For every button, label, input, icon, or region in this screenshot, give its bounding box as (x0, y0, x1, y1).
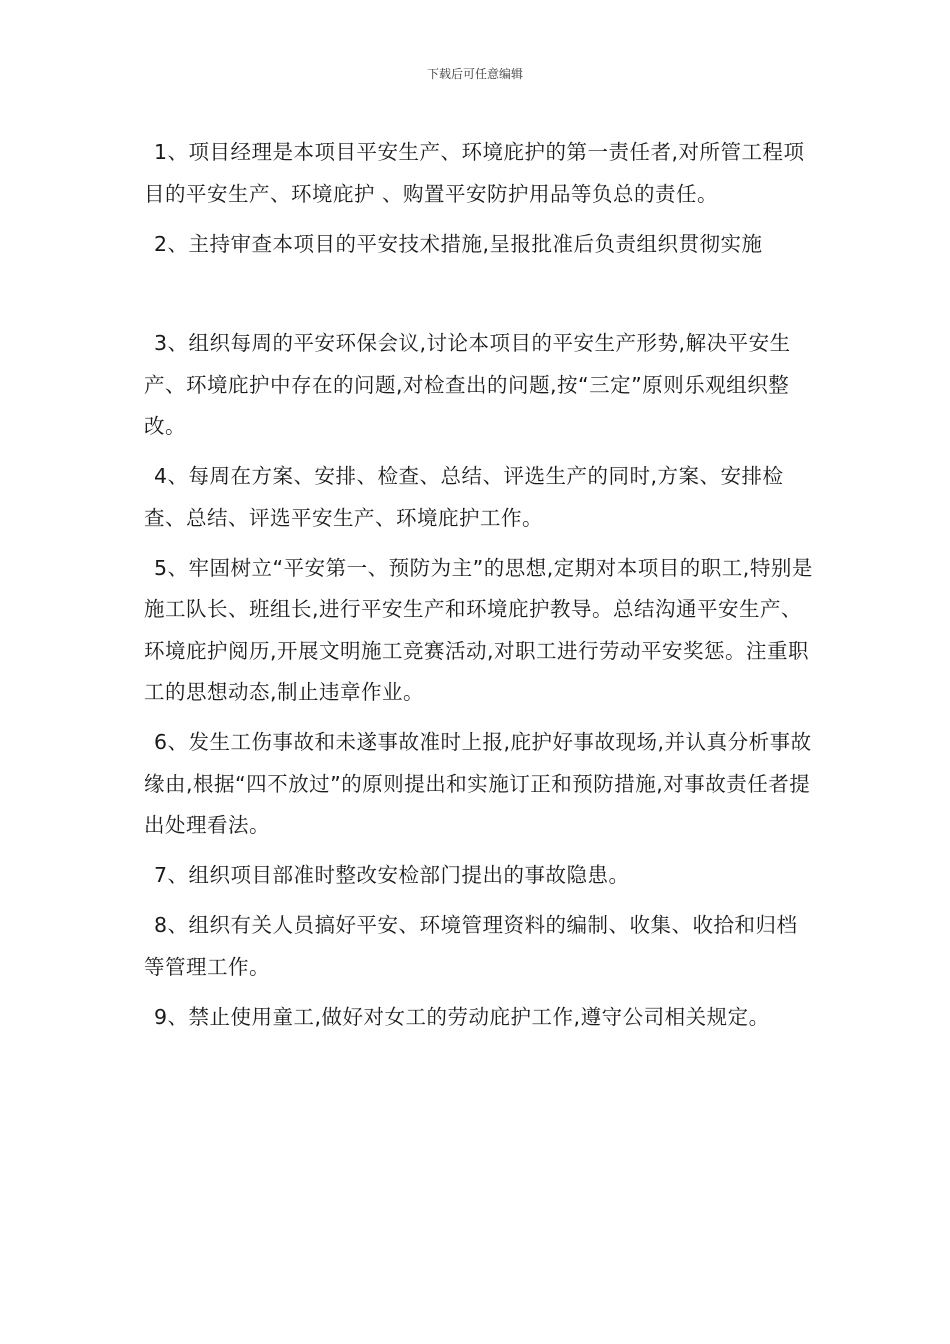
paragraph-8: 8、组织有关人员搞好平安、环境管理资料的编制、收集、收拾和归档等管理工作。 (144, 913, 798, 979)
paragraph-5: 5、牢固树立“平安第一、预防为主”的思想,定期对本项目的职工,特别是施工队长、班组长,进行平安生产和环境庇护教导。总结沟通平安生产、环境庇护阅历,开展文明施工竞赛活动,对职工进行劳动平安奖惩。注重职工的思想动态,制止违章作业。 (144, 555, 813, 704)
paragraph-3: 3、组织每周的平安环保会议,讨论本项目的平安生产形势,解决平安生产、环境庇护中存在的问题,对检查出的问题,按“三定”原则乐观组织整改。 (144, 331, 791, 438)
paragraph-9: 9、禁止使用童工,做好对女工的劳动庇护工作,遵守公司相关规定。 (154, 1004, 770, 1029)
page-header: 下载后可任意编辑 (426, 67, 523, 81)
paragraph-1: 1、项目经理是本项目平安生产、环境庇护的第一责任者,对所管工程项目的平安生产、环境庇护 、购置平安防护用品等负总的责任。 (144, 140, 805, 206)
paragraph-4: 4、每周在方案、安排、检查、总结、评选生产的同时,方案、安排检查、总结、评选平安生产、环境庇护工作。 (144, 464, 784, 530)
paragraph-7: 7、组织项目部准时整改安检部门提出的事故隐患。 (154, 863, 630, 887)
document-body (144, 132, 814, 1047)
paragraph-2: 2、主持审查本项目的平安技术措施,呈报批准后负责组织贯彻实施 (154, 231, 763, 256)
paragraph-6: 6、发生工伤事故和未遂事故准时上报,庇护好事故现场,并认真分析事故缘由,根据“四不放过”的原则提出和实施订正和预防措施,对事故责任者提出处理看法。 (144, 730, 812, 837)
